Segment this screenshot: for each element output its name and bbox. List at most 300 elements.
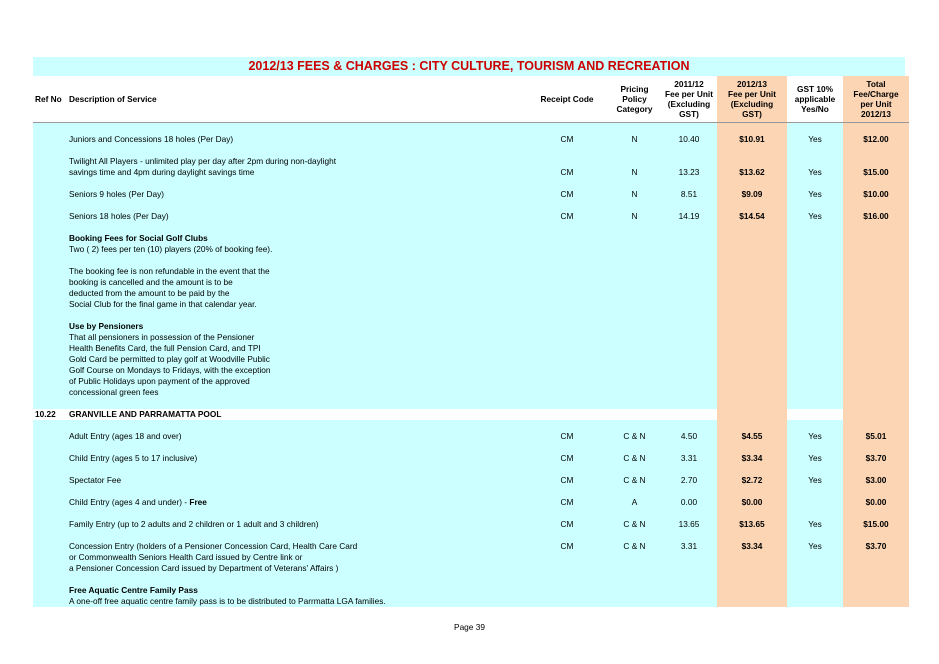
cell-gst xyxy=(787,321,843,332)
cell-gst xyxy=(787,299,843,310)
cell-f11 xyxy=(661,442,717,453)
cell-code xyxy=(526,288,608,299)
cell-pol xyxy=(608,288,661,299)
cell-text: GRANVILLE AND PARRAMATTA POOL xyxy=(69,409,222,419)
cell-ref xyxy=(33,376,67,387)
header-line: GST) xyxy=(742,109,762,119)
cell-tot xyxy=(843,244,909,255)
cell-tot xyxy=(843,365,909,376)
cell-code xyxy=(526,519,608,530)
cell-text: A xyxy=(631,497,638,507)
cell-ref xyxy=(33,387,67,398)
cell-f13 xyxy=(717,156,787,167)
cell-desc xyxy=(67,321,526,332)
cell-ref xyxy=(33,464,67,475)
cell-ref xyxy=(33,211,67,222)
cell-f13 xyxy=(717,541,787,552)
cell-text: a Pensioner Concession Card issued by Department of Veterans' Affairs ) xyxy=(69,563,339,573)
cell-desc xyxy=(67,398,526,409)
cell-desc xyxy=(67,288,526,299)
cell-tot xyxy=(843,200,909,211)
table-row xyxy=(33,398,909,409)
cell-pol xyxy=(608,123,661,135)
cell-text: 10.40 xyxy=(678,134,700,144)
cell-f13 xyxy=(717,387,787,398)
cell-desc xyxy=(67,156,526,167)
cell-pol xyxy=(608,145,661,156)
cell-text: Yes xyxy=(808,453,822,463)
col-pricing-policy xyxy=(608,76,661,123)
cell-text: $3.70 xyxy=(865,453,887,463)
header-line: per Unit xyxy=(860,99,892,109)
cell-text: Yes xyxy=(808,167,822,177)
cell-text: Use by Pensioners xyxy=(69,321,144,331)
cell-pol xyxy=(608,420,661,431)
cell-text: Adult Entry (ages 18 and over) xyxy=(69,431,182,441)
cell-code xyxy=(526,596,608,607)
cell-text: Golf Course on Mondays to Fridays, with the exception xyxy=(69,365,271,375)
cell-f13 xyxy=(717,288,787,299)
header-line: Total xyxy=(866,79,886,89)
cell-pol xyxy=(608,233,661,244)
cell-f13 xyxy=(717,409,787,420)
table-row xyxy=(33,365,909,376)
cell-gst xyxy=(787,475,843,486)
table-row xyxy=(33,277,909,288)
cell-f11 xyxy=(661,299,717,310)
cell-gst xyxy=(787,255,843,266)
header-line: (Excluding xyxy=(667,99,711,109)
table-row xyxy=(33,200,909,211)
cell-pol xyxy=(608,266,661,277)
cell-desc xyxy=(67,343,526,354)
cell-tot xyxy=(843,376,909,387)
table-row xyxy=(33,497,909,508)
cell-gst xyxy=(787,211,843,222)
cell-pol xyxy=(608,541,661,552)
cell-desc xyxy=(67,497,526,508)
table-row xyxy=(33,134,909,145)
cell-code xyxy=(526,299,608,310)
table-row xyxy=(33,310,909,321)
table-row xyxy=(33,596,909,607)
cell-text: Social Club for the final game in that calendar year. xyxy=(69,299,257,309)
table-row xyxy=(33,266,909,277)
cell-tot xyxy=(843,222,909,233)
cell-text: $3.70 xyxy=(865,541,887,551)
cell-text: 13.23 xyxy=(678,167,700,177)
cell-desc xyxy=(67,233,526,244)
table-row xyxy=(33,563,909,574)
cell-f11 xyxy=(661,453,717,464)
cell-desc xyxy=(67,310,526,321)
cell-text: C & N xyxy=(623,475,646,485)
cell-gst xyxy=(787,167,843,178)
cell-code xyxy=(526,376,608,387)
cell-text: CM xyxy=(560,189,574,199)
cell-desc xyxy=(67,420,526,431)
cell-tot xyxy=(843,552,909,563)
cell-ref xyxy=(33,354,67,365)
cell-text: N xyxy=(631,189,638,199)
cell-f11 xyxy=(661,233,717,244)
table-row xyxy=(33,552,909,563)
cell-f11 xyxy=(661,310,717,321)
cell-text: 14.19 xyxy=(678,211,700,221)
table-row xyxy=(33,486,909,497)
table-row xyxy=(33,574,909,585)
cell-f13 xyxy=(717,277,787,288)
cell-f13 xyxy=(717,255,787,266)
cell-text: $3.34 xyxy=(741,453,763,463)
cell-ref xyxy=(33,453,67,464)
cell-gst xyxy=(787,200,843,211)
cell-gst xyxy=(787,156,843,167)
cell-text: CM xyxy=(560,134,574,144)
cell-pol xyxy=(608,453,661,464)
cell-gst xyxy=(787,189,843,200)
cell-ref xyxy=(33,596,67,607)
cell-desc xyxy=(67,552,526,563)
cell-code xyxy=(526,497,608,508)
cell-pol xyxy=(608,244,661,255)
cell-ref xyxy=(33,167,67,178)
cell-gst xyxy=(787,266,843,277)
cell-code xyxy=(526,420,608,431)
cell-f13 xyxy=(717,189,787,200)
sheet-title: 2012/13 FEES & CHARGES : CITY CULTURE, TOURISM AND RECREATION xyxy=(33,57,905,76)
table-row xyxy=(33,475,909,486)
table-row xyxy=(33,464,909,475)
cell-code xyxy=(526,365,608,376)
cell-ref xyxy=(33,233,67,244)
cell-text: CM xyxy=(560,431,574,441)
table-row xyxy=(33,387,909,398)
cell-f11 xyxy=(661,354,717,365)
table-row xyxy=(33,519,909,530)
cell-tot xyxy=(843,530,909,541)
cell-desc xyxy=(67,387,526,398)
cell-tot xyxy=(843,354,909,365)
cell-text: $12.00 xyxy=(863,134,889,144)
cell-pol xyxy=(608,442,661,453)
cell-tot xyxy=(843,156,909,167)
cell-tot xyxy=(843,387,909,398)
header-line: 2012/13 xyxy=(737,79,767,89)
cell-tot xyxy=(843,431,909,442)
cell-desc xyxy=(67,409,526,420)
cell-text: Spectator Fee xyxy=(69,475,122,485)
table-row xyxy=(33,255,909,266)
cell-gst xyxy=(787,596,843,607)
table-row xyxy=(33,442,909,453)
cell-pol xyxy=(608,222,661,233)
cell-gst xyxy=(787,453,843,464)
cell-f13 xyxy=(717,332,787,343)
cell-pol xyxy=(608,354,661,365)
cell-text: $13.62 xyxy=(739,167,765,177)
cell-f13 xyxy=(717,167,787,178)
cell-ref xyxy=(33,563,67,574)
cell-f13 xyxy=(717,508,787,519)
cell-f13 xyxy=(717,519,787,530)
cell-gst xyxy=(787,420,843,431)
cell-text: Yes xyxy=(808,134,822,144)
cell-text: C & N xyxy=(623,431,646,441)
cell-pol xyxy=(608,134,661,145)
cell-pol xyxy=(608,497,661,508)
cell-text: 8.51 xyxy=(680,189,698,199)
cell-f11 xyxy=(661,563,717,574)
cell-pol xyxy=(608,530,661,541)
cell-f13 xyxy=(717,530,787,541)
cell-desc xyxy=(67,277,526,288)
cell-f11 xyxy=(661,244,717,255)
cell-ref xyxy=(33,530,67,541)
cell-text: N xyxy=(631,211,638,221)
col-total xyxy=(843,76,909,123)
cell-code xyxy=(526,486,608,497)
cell-f13 xyxy=(717,299,787,310)
cell-ref xyxy=(33,244,67,255)
cell-code xyxy=(526,310,608,321)
cell-f11 xyxy=(661,464,717,475)
cell-text: Yes xyxy=(808,541,822,551)
col-receipt-code: Receipt Code xyxy=(526,76,608,123)
cell-f11 xyxy=(661,156,717,167)
cell-desc xyxy=(67,453,526,464)
header-line: Yes/No xyxy=(801,104,829,114)
table-row xyxy=(33,541,909,552)
cell-ref xyxy=(33,222,67,233)
cell-gst xyxy=(787,387,843,398)
cell-tot xyxy=(843,233,909,244)
cell-f11 xyxy=(661,530,717,541)
col-fee-2012-13 xyxy=(717,76,787,123)
cell-gst xyxy=(787,134,843,145)
cell-text: Yes xyxy=(808,189,822,199)
cell-text: $16.00 xyxy=(863,211,889,221)
cell-text: Seniors 18 holes (Per Day) xyxy=(69,211,169,221)
cell-gst xyxy=(787,563,843,574)
cell-text: CM xyxy=(560,541,574,551)
cell-f11 xyxy=(661,475,717,486)
cell-text: C & N xyxy=(623,541,646,551)
table-row xyxy=(33,332,909,343)
cell-f11 xyxy=(661,222,717,233)
cell-f13 xyxy=(717,123,787,135)
header-line: applicable xyxy=(794,94,836,104)
cell-desc xyxy=(67,244,526,255)
cell-tot xyxy=(843,211,909,222)
cell-text: CM xyxy=(560,211,574,221)
cell-gst xyxy=(787,530,843,541)
col-gst xyxy=(787,76,843,123)
cell-tot xyxy=(843,277,909,288)
cell-pol xyxy=(608,552,661,563)
cell-f11 xyxy=(661,266,717,277)
cell-tot xyxy=(843,497,909,508)
cell-code xyxy=(526,145,608,156)
cell-tot xyxy=(843,123,909,135)
cell-text: Health Benefits Card, the full Pension Card, and TPI xyxy=(69,343,261,353)
header-line: GST) xyxy=(679,109,699,119)
cell-desc xyxy=(67,299,526,310)
cell-code xyxy=(526,585,608,596)
cell-pol xyxy=(608,596,661,607)
cell-text: of Public Holidays upon payment of the approved xyxy=(69,376,250,386)
cell-desc xyxy=(67,189,526,200)
cell-f13 xyxy=(717,321,787,332)
cell-ref xyxy=(33,519,67,530)
cell-gst xyxy=(787,442,843,453)
table-row xyxy=(33,530,909,541)
cell-f13 xyxy=(717,475,787,486)
header-line: Fee per Unit xyxy=(665,89,713,99)
table-row xyxy=(33,156,909,167)
cell-tot xyxy=(843,266,909,277)
cell-text: $4.55 xyxy=(741,431,763,441)
cell-ref xyxy=(33,508,67,519)
cell-ref xyxy=(33,288,67,299)
cell-code xyxy=(526,332,608,343)
cell-pol xyxy=(608,519,661,530)
cell-code xyxy=(526,167,608,178)
cell-pol xyxy=(608,156,661,167)
cell-code xyxy=(526,464,608,475)
cell-text: Concession Entry (holders of a Pensioner Concession Card, Health Care Card xyxy=(69,541,358,551)
cell-f13 xyxy=(717,497,787,508)
cell-text: C & N xyxy=(623,453,646,463)
cell-tot xyxy=(843,332,909,343)
cell-pol xyxy=(608,585,661,596)
cell-desc xyxy=(67,486,526,497)
cell-desc xyxy=(67,585,526,596)
cell-desc xyxy=(67,255,526,266)
cell-desc xyxy=(67,211,526,222)
cell-code xyxy=(526,244,608,255)
cell-tot xyxy=(843,464,909,475)
cell-f11 xyxy=(661,420,717,431)
cell-tot xyxy=(843,134,909,145)
table-row xyxy=(33,211,909,222)
cell-tot xyxy=(843,541,909,552)
cell-gst xyxy=(787,519,843,530)
cell-desc xyxy=(67,332,526,343)
cell-f13 xyxy=(717,464,787,475)
cell-tot xyxy=(843,596,909,607)
cell-f13 xyxy=(717,398,787,409)
cell-ref xyxy=(33,332,67,343)
cell-desc xyxy=(67,376,526,387)
cell-desc xyxy=(67,442,526,453)
header-line: GST 10% xyxy=(797,84,833,94)
table-row xyxy=(33,354,909,365)
cell-text: Twilight All Players - unlimited play per day after 2pm during non-daylight xyxy=(69,156,337,166)
cell-gst xyxy=(787,244,843,255)
cell-desc xyxy=(67,508,526,519)
cell-code xyxy=(526,354,608,365)
cell-ref xyxy=(33,398,67,409)
cell-f11 xyxy=(661,387,717,398)
cell-f11 xyxy=(661,398,717,409)
cell-ref xyxy=(33,585,67,596)
cell-desc xyxy=(67,563,526,574)
cell-gst xyxy=(787,145,843,156)
table-row xyxy=(33,178,909,189)
cell-text: $13.65 xyxy=(739,519,765,529)
cell-text: Child Entry (ages 4 and under) - xyxy=(69,497,190,507)
header-line: 2012/13 xyxy=(861,109,891,119)
cell-desc xyxy=(67,123,526,135)
cell-gst xyxy=(787,288,843,299)
table-row xyxy=(33,508,909,519)
cell-desc xyxy=(67,266,526,277)
cell-ref xyxy=(33,255,67,266)
cell-ref xyxy=(33,431,67,442)
cell-text: savings time and 4pm during daylight savings time xyxy=(69,167,255,177)
cell-tot xyxy=(843,585,909,596)
cell-code xyxy=(526,508,608,519)
cell-text: Juniors and Concessions 18 holes (Per Day) xyxy=(69,134,234,144)
cell-f11 xyxy=(661,486,717,497)
cell-gst xyxy=(787,409,843,420)
cell-f13 xyxy=(717,233,787,244)
table-row xyxy=(33,288,909,299)
cell-tot xyxy=(843,310,909,321)
table-row xyxy=(33,321,909,332)
cell-text-bold: Free xyxy=(189,497,207,507)
header-line: Fee/Charge xyxy=(853,89,899,99)
cell-gst xyxy=(787,233,843,244)
cell-code xyxy=(526,123,608,135)
cell-desc xyxy=(67,519,526,530)
cell-code xyxy=(526,189,608,200)
cell-text: That all pensioners in possession of the Pensioner xyxy=(69,332,255,342)
cell-text: 3.31 xyxy=(680,541,698,551)
cell-text: $15.00 xyxy=(863,167,889,177)
cell-code xyxy=(526,211,608,222)
cell-pol xyxy=(608,387,661,398)
table-body xyxy=(33,123,909,608)
cell-ref xyxy=(33,541,67,552)
cell-ref xyxy=(33,442,67,453)
cell-gst xyxy=(787,574,843,585)
cell-text: CM xyxy=(560,475,574,485)
cell-text: 10.22 xyxy=(35,409,56,419)
cell-code xyxy=(526,343,608,354)
cell-gst xyxy=(787,277,843,288)
cell-text: CM xyxy=(560,167,574,177)
cell-f11 xyxy=(661,200,717,211)
cell-gst xyxy=(787,310,843,321)
cell-code xyxy=(526,156,608,167)
table-row xyxy=(33,431,909,442)
cell-text: $15.00 xyxy=(863,519,889,529)
cell-f11 xyxy=(661,288,717,299)
cell-code xyxy=(526,442,608,453)
cell-ref xyxy=(33,145,67,156)
cell-f11 xyxy=(661,541,717,552)
cell-code xyxy=(526,574,608,585)
header-line: Policy xyxy=(622,94,647,104)
cell-text: $3.00 xyxy=(865,475,887,485)
cell-desc xyxy=(67,145,526,156)
cell-f13 xyxy=(717,354,787,365)
cell-text: concessional green fees xyxy=(69,387,159,397)
cell-pol xyxy=(608,464,661,475)
table-row xyxy=(33,244,909,255)
